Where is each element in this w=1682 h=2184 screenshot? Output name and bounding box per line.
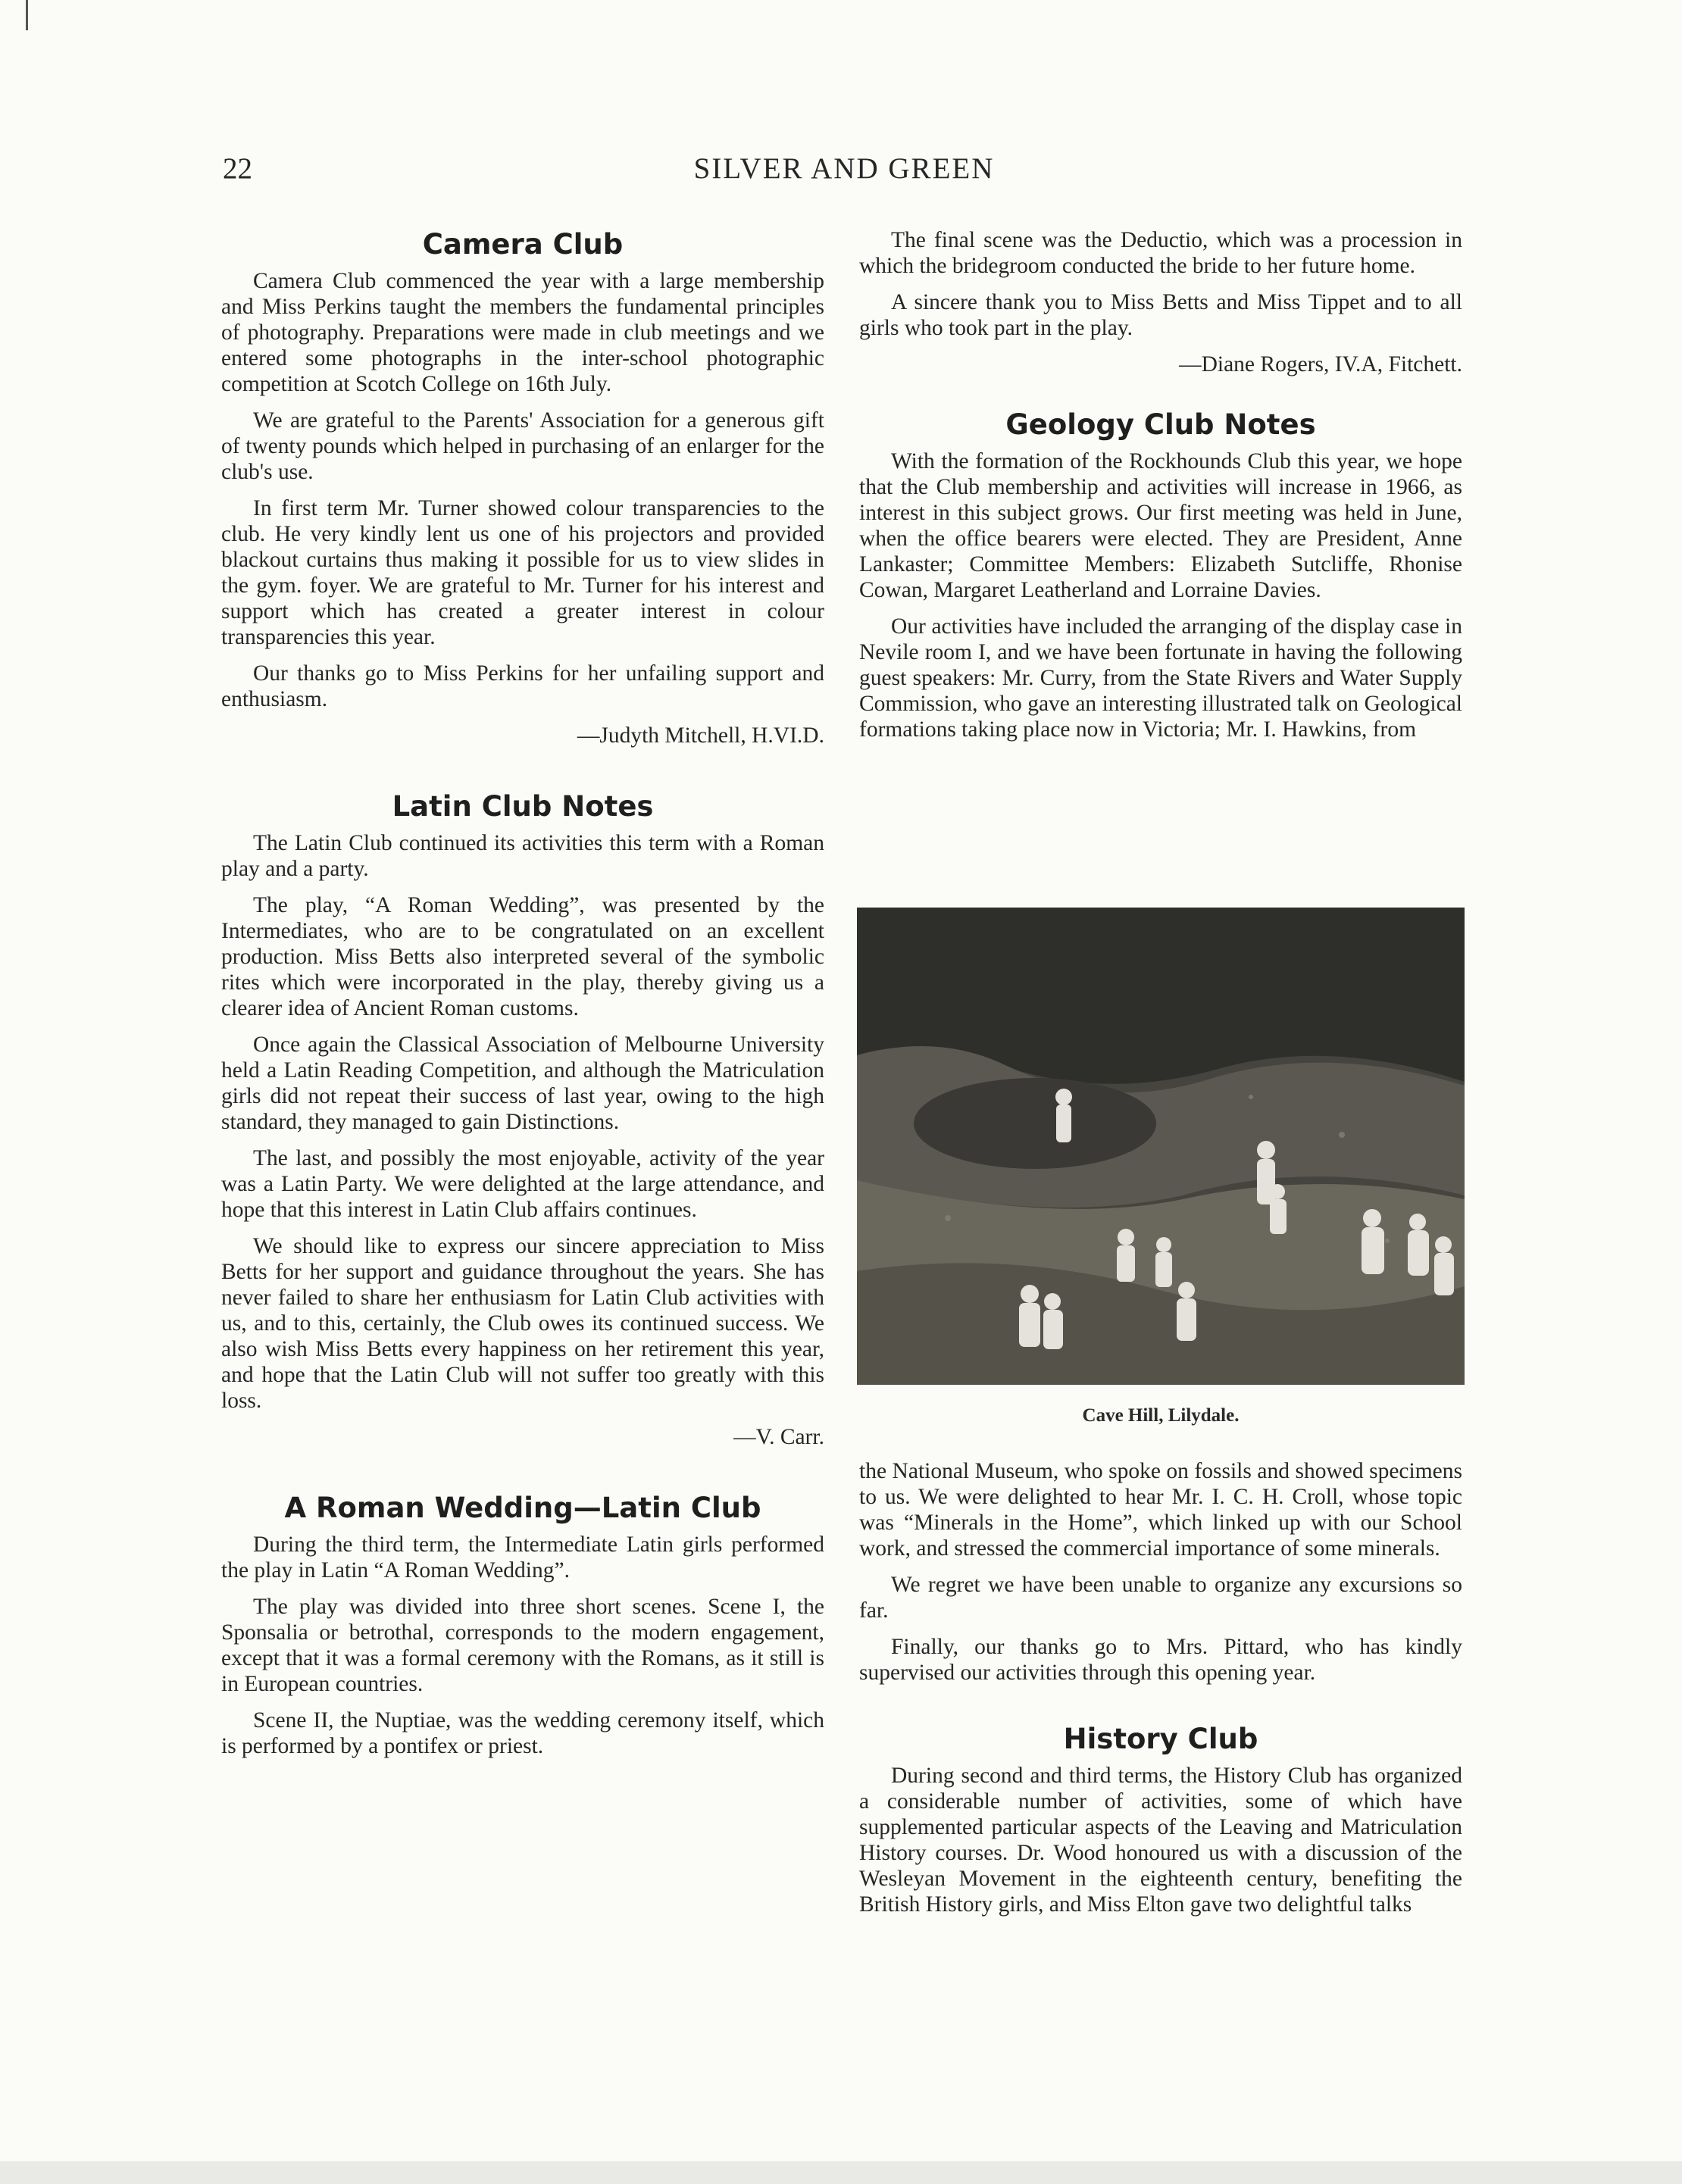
paragraph: The last, and possibly the most enjoyable, activity of the year was a Latin Party. We were delighted at the large attendance, and hope that this interest in Latin Club affairs continues. (221, 1146, 824, 1222)
latin-club-heading: Latin Club Notes (392, 790, 654, 823)
signature: —Judyth Mitchell, H.VI.D. (577, 723, 824, 748)
paragraph: Scene II, the Nuptiae, was the wedding ceremony itself, which is performed by a pontifex or priest. (221, 1708, 824, 1758)
section-spacer (859, 1696, 1462, 1722)
paragraph: During the third term, the Intermediate Latin girls performed the play in Latin “A Roman Wedding”. (221, 1533, 824, 1583)
history-club-section (859, 1722, 1462, 1917)
paragraph: During second and third terms, the History Club has organized a considerable number of activities, some of which have supplemented particular aspects of the Leaving and Matriculation History courses. Dr. Wood honoured us with a discussion of the Wesleyan Movement in the eighteenth century, benefiting the British History girls, and Miss Elton gave two delightful talks (859, 1764, 1462, 1917)
paragraph: The play, “A Roman Wedding”, was presented by the Intermediates, who are to be congratulated on an excellent production. Miss Betts also interpreted several of the symbolic rites which were incorporated in the play, thereby giving us a clearer idea of Ancient Roman customs. (221, 893, 824, 1020)
paragraph: We are grateful to the Parents' Association for a generous gift of twenty pounds which helped in purchasing of an enlarger for the club's use. (221, 408, 824, 484)
roman-wedding-heading: A Roman Wedding—Latin Club (284, 1492, 761, 1524)
geology-club-heading: Geology Club Notes (1005, 408, 1316, 441)
photo-illustration (857, 908, 1465, 1385)
roman-wedding-continued (859, 227, 1462, 377)
photo-caption: Cave Hill, Lilydale. (1082, 1405, 1240, 1426)
signature: —Diane Rogers, IV.A, Fitchett. (1179, 352, 1462, 376)
camera-club-section (221, 227, 824, 748)
paragraph: Finally, our thanks go to Mrs. Pittard, who has kindly supervised our activities through this opening year. (859, 1635, 1462, 1685)
page-bottom-edge (0, 2161, 1682, 2184)
geology-club-continued (859, 1458, 1462, 1686)
paragraph: Our thanks go to Miss Perkins for her unfailing support and enthusiasm. (221, 661, 824, 711)
paragraph: A sincere thank you to Miss Betts and Miss Tippet and to all girls who took part in the play. (859, 290, 1462, 340)
paragraph: Once again the Classical Association of Melbourne University held a Latin Reading Competition, and although the Matriculation girls did not repeat their success of last year, owing to the high standard, they managed to gain Distinctions. (221, 1033, 824, 1134)
page-header (223, 152, 1465, 197)
paragraph: We should like to express our sincere appreciation to Miss Betts for her support and guidance throughout the years. She has never failed to share her enthusiasm for Latin Club activities with us, and to this, certainly, the Club owes its continued success. We also wish Miss Betts every happiness on her retirement this year, and hope that the Latin Club will not suffer too greatly with this loss. (221, 1234, 824, 1413)
paragraph: The play was divided into three short scenes. Scene I, the Sponsalia or betrothal, corresponds to the modern engagement, except that it was a formal ceremony with the Romans, as it still is in European countries. (221, 1595, 824, 1696)
section-spacer (859, 385, 1462, 408)
latin-club-section (221, 789, 824, 1450)
history-club-heading: History Club (1063, 1723, 1258, 1755)
cave-hill-photo (857, 908, 1465, 1385)
page-number: 22 (223, 152, 252, 185)
paragraph: We regret we have been unable to organize any excursions so far. (859, 1573, 1462, 1623)
paragraph: In first term Mr. Turner showed colour transparencies to the club. He very kindly lent us one of his projectors and provided blackout curtains thus making it possible for us to view slides in the gym. foyer. We are grateful to Mr. Turner for his interest and support which has created a greater interest in colour transparencies this year. (221, 496, 824, 649)
paragraph: The final scene was the Deductio, which was a procession in which the bridegroom conducted the bride to her future home. (859, 228, 1462, 278)
paragraph: With the formation of the Rockhounds Club this year, we hope that the Club membership and activities will increase in 1966, as interest in this subject grows. Our first meeting was held in June, when the office bearers were elected. They are President, Anne Lankaster; Committee Members: Elizabeth Sutcliffe, Rhonise Cowan, Margaret Leatherland and Lorraine Davies. (859, 449, 1462, 602)
right-column-lower (859, 1458, 1462, 1928)
paragraph: Camera Club commenced the year with a large membership and Miss Perkins taught the members the fundamental principles of photography. Preparations were made in club meetings and we entered some photographs in the inter-school photographic competition at Scotch College on 16th July. (221, 269, 824, 396)
paragraph: Our activities have included the arranging of the display case in Nevile room I, and we have been fortunate in having the following guest speakers: Mr. Curry, from the State Rivers and Water Supply Commission, who gave an interesting illustrated talk on Geological formations taking place now in Victoria; Mr. I. Hawkins, from (859, 614, 1462, 742)
signature: —V. Carr. (733, 1425, 824, 1449)
paragraph: the National Museum, who spoke on fossils and showed specimens to us. We were delighted to hear Mr. I. C. H. Croll, whose topic was “Minerals in the Home”, which linked up with our School work, and stressed the commercial importance of some minerals. (859, 1459, 1462, 1561)
right-column (859, 227, 1462, 753)
page-edge-mark (26, 0, 28, 30)
paragraph: The Latin Club continued its activities this term with a Roman play and a party. (221, 831, 824, 881)
left-column (221, 227, 824, 1770)
roman-wedding-section (221, 1491, 824, 1759)
section-spacer (221, 1458, 824, 1491)
section-spacer (221, 756, 824, 789)
geology-club-section (859, 408, 1462, 742)
camera-club-heading: Camera Club (422, 228, 624, 261)
publication-title: SILVER AND GREEN (693, 152, 995, 185)
